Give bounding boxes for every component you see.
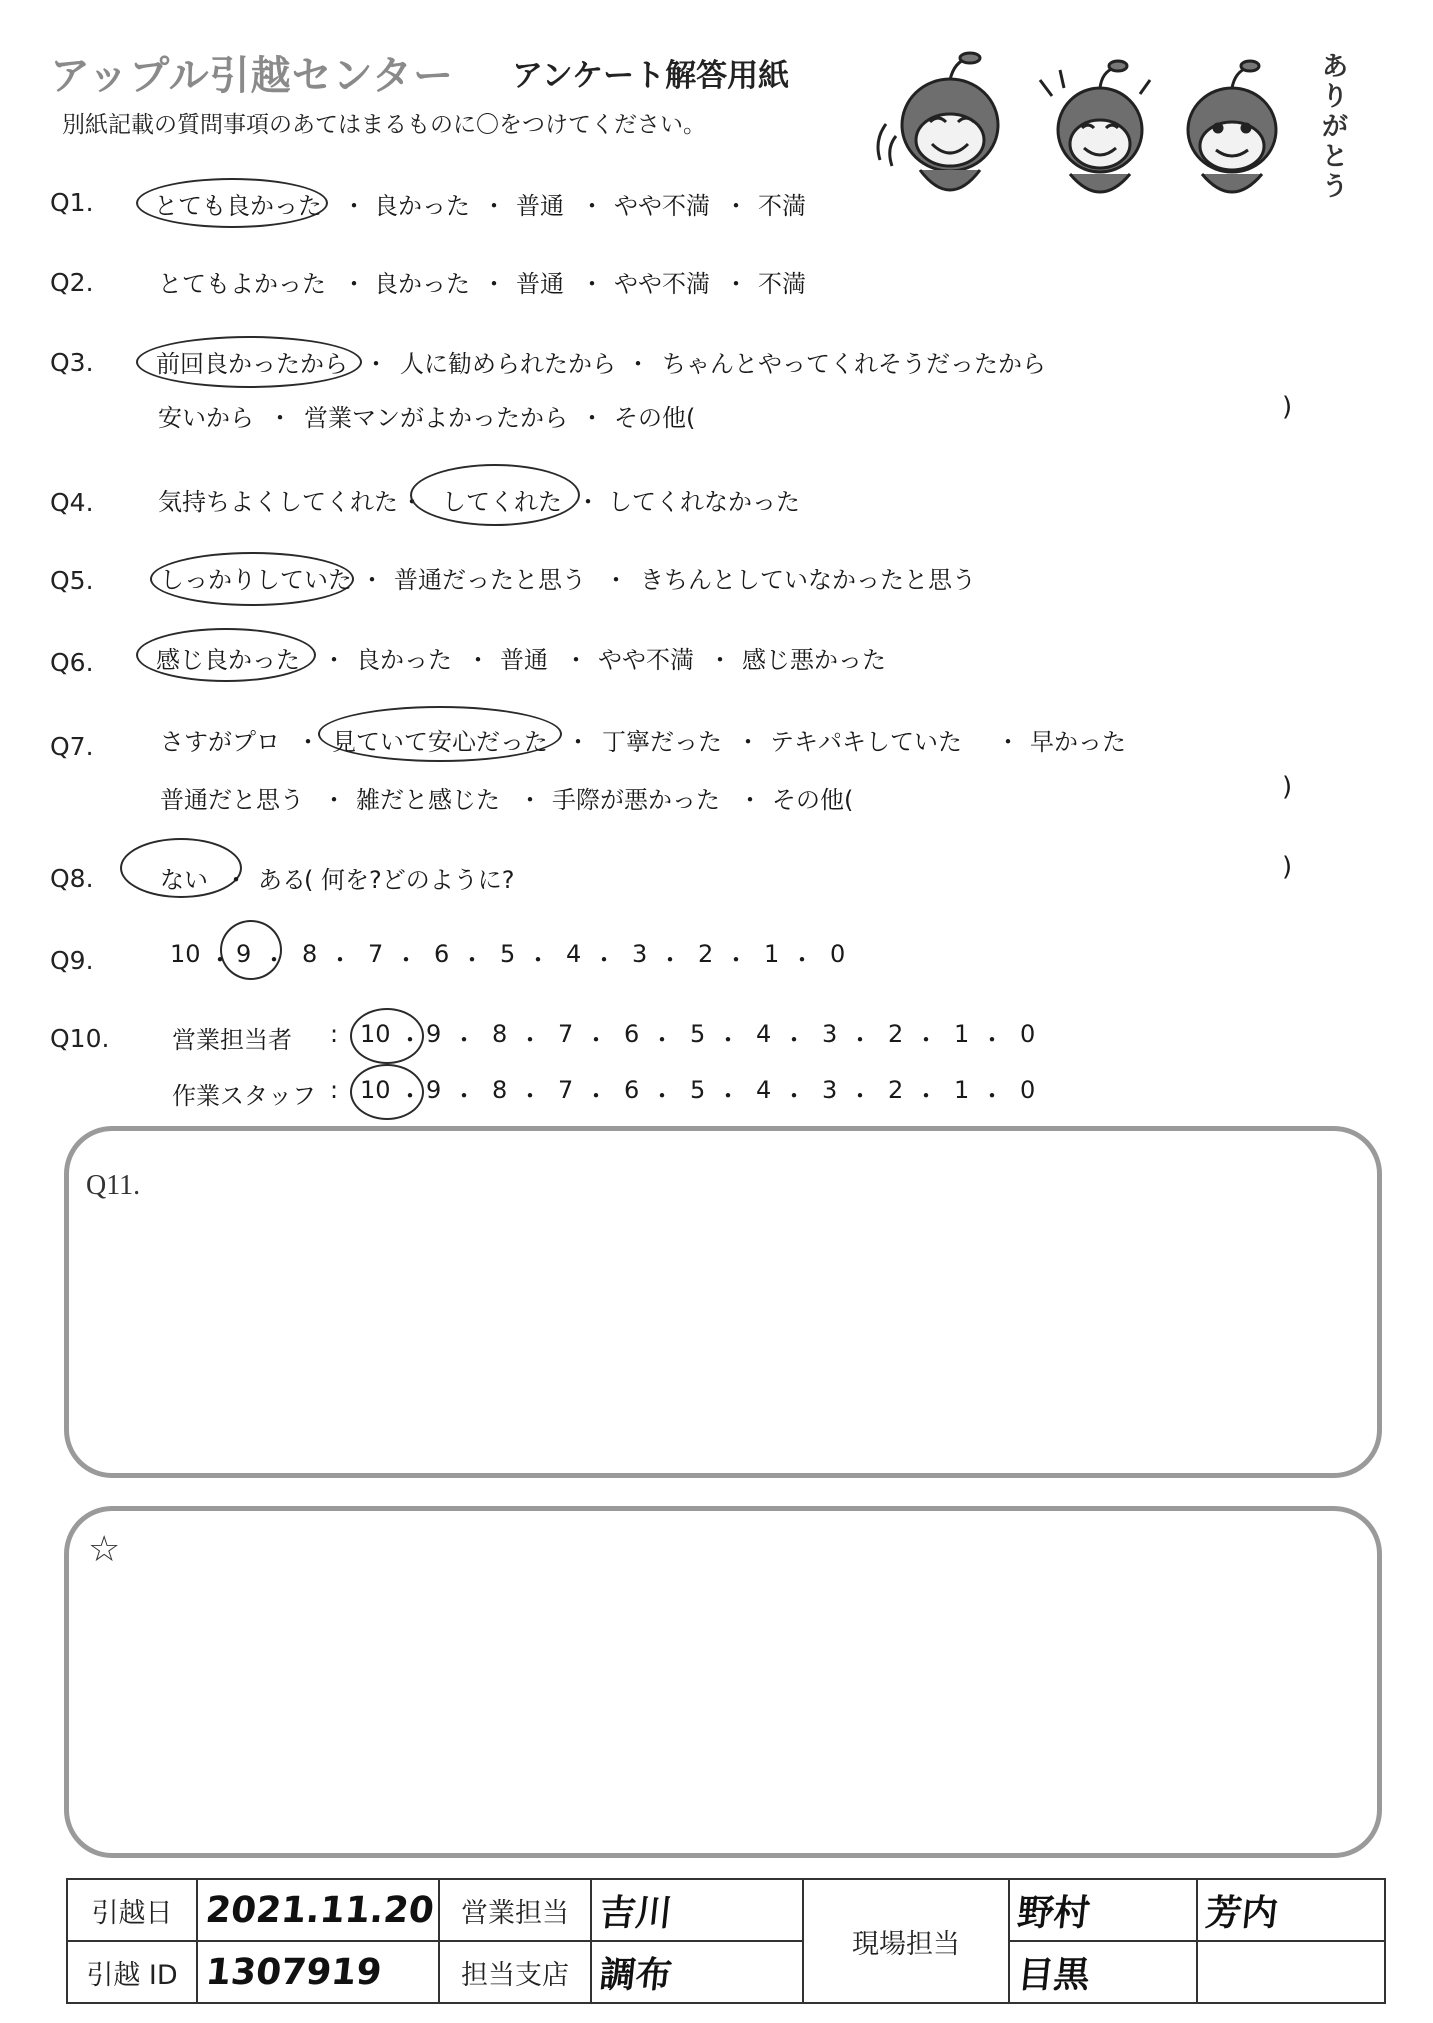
- q10-sales-separator-3: ・: [584, 1026, 608, 1054]
- move-id-label: 引越 ID: [67, 1941, 197, 2003]
- q2-option-3[interactable]: 普通: [516, 270, 564, 298]
- q10-staff-separator-8: ・: [914, 1082, 938, 1110]
- q10-sales-label: 営業担当者: [172, 1026, 292, 1054]
- q8-option-3[interactable]: ( 何を?どのように?: [304, 866, 515, 894]
- q10-staff-value-2[interactable]: 8: [492, 1076, 508, 1104]
- q4-option-2[interactable]: してくれた: [442, 488, 562, 516]
- q2-option-4[interactable]: やや不満: [614, 270, 710, 298]
- q10-staff-separator-0: ・: [398, 1082, 422, 1110]
- q1-option-5[interactable]: 不満: [758, 192, 806, 220]
- q3-option-2[interactable]: 人に勧められたから: [400, 350, 616, 378]
- q5-label: Q5.: [50, 566, 94, 595]
- q9-separator-1: ・: [262, 946, 286, 974]
- q3-option-4[interactable]: 安いから: [158, 404, 254, 432]
- q7-option-1[interactable]: さすがプロ: [160, 728, 280, 756]
- q10-sales-separator-0: ・: [398, 1026, 422, 1054]
- q10-sales-value-10[interactable]: 0: [1020, 1020, 1036, 1048]
- q6-option-4[interactable]: やや不満: [598, 646, 694, 674]
- q10-staff-value-8[interactable]: 2: [888, 1076, 904, 1104]
- sales-rep-label: 営業担当: [439, 1879, 591, 1941]
- q10-staff-separator-9: ・: [980, 1082, 1004, 1110]
- q10-staff-separator-7: ・: [848, 1082, 872, 1110]
- q9-value-9[interactable]: 1: [764, 940, 780, 968]
- q10-sales-value-7[interactable]: 3: [822, 1020, 838, 1048]
- q2-option-1[interactable]: とてもよかった: [158, 270, 326, 298]
- q10-sales-value-6[interactable]: 4: [756, 1020, 772, 1048]
- q10-staff-colon: :: [330, 1076, 339, 1104]
- q7-option-6[interactable]: 普通だと思う: [160, 786, 304, 814]
- q10-staff-label: 作業スタッフ: [172, 1082, 316, 1110]
- q9-value-0[interactable]: 10: [170, 940, 201, 968]
- sales-rep-value: [591, 1879, 803, 1941]
- q9-value-10[interactable]: 0: [830, 940, 846, 968]
- q10-sales-separator-5: ・: [716, 1026, 740, 1054]
- branch-value: [591, 1941, 803, 2003]
- q10-staff-value-3[interactable]: 7: [558, 1076, 574, 1104]
- q10-sales-value-2[interactable]: 8: [492, 1020, 508, 1048]
- move-id-value: [197, 1941, 439, 2003]
- q3-option-5[interactable]: 営業マンがよかったから: [304, 404, 568, 432]
- q10-sales-separator-4: ・: [650, 1026, 674, 1054]
- q10-sales-separator-6: ・: [782, 1026, 806, 1054]
- field-staff-1-cell: [1009, 1879, 1197, 1941]
- sales-rep-text: 吉川: [597, 1892, 674, 1934]
- q3-option-6[interactable]: その他(: [614, 404, 696, 432]
- q9-separator-6: ・: [592, 946, 616, 974]
- mascot-monkeys-illustration: [870, 40, 1350, 220]
- q10-staff-separator-6: ・: [782, 1082, 806, 1110]
- q1-option-4[interactable]: やや不満: [614, 192, 710, 220]
- q10-staff-value-5[interactable]: 5: [690, 1076, 706, 1104]
- q9-value-7[interactable]: 3: [632, 940, 648, 968]
- q10-staff-value-4[interactable]: 6: [624, 1076, 640, 1104]
- q6-option-2[interactable]: 良かった: [356, 646, 452, 674]
- q9-value-3[interactable]: 7: [368, 940, 384, 968]
- q6-option-3[interactable]: 普通: [500, 646, 548, 674]
- company-title: アップル引越センター: [50, 53, 454, 99]
- q5-option-2[interactable]: 普通だったと思う: [394, 566, 586, 594]
- q7-option-2[interactable]: 見ていて安心だった: [332, 728, 548, 756]
- q10-staff-value-7[interactable]: 3: [822, 1076, 838, 1104]
- q6-option-5[interactable]: 感じ悪かった: [742, 646, 886, 674]
- q7-option-9[interactable]: その他(: [772, 786, 854, 814]
- q6-label: Q6.: [50, 648, 94, 677]
- field-staff-4-cell: [1197, 1941, 1385, 2003]
- q3-option-3[interactable]: ちゃんとやってくれそうだったから: [662, 350, 1046, 378]
- q10-staff-separator-4: ・: [650, 1082, 674, 1110]
- q10-staff-value-10[interactable]: 0: [1020, 1076, 1036, 1104]
- q9-separator-3: ・: [394, 946, 418, 974]
- q9-separator-5: ・: [526, 946, 550, 974]
- instruction-text: 別紙記載の質問事項のあてはまるものに〇をつけてください。: [62, 112, 706, 138]
- move-date-label: 引越日: [67, 1879, 197, 1941]
- q10-sales-value-8[interactable]: 2: [888, 1020, 904, 1048]
- q9-separator-0: ・: [208, 946, 232, 974]
- q10-staff-value-1[interactable]: 9: [426, 1076, 442, 1104]
- q10-sales-separator-9: ・: [980, 1026, 1004, 1054]
- q9-separator-9: ・: [790, 946, 814, 974]
- star-label: ☆: [88, 1529, 121, 1569]
- q7-close-paren: ): [1282, 772, 1293, 802]
- monkey-2: [1040, 61, 1150, 192]
- field-staff-3-cell: [1009, 1941, 1197, 2003]
- q10-staff-value-9[interactable]: 1: [954, 1076, 970, 1104]
- q3-close-paren: ): [1282, 392, 1293, 422]
- field-staff-label: 現場担当: [803, 1879, 1009, 2003]
- q8-label: Q8.: [50, 864, 94, 893]
- q8-close-paren: ): [1282, 852, 1293, 882]
- q3-label: Q3.: [50, 348, 94, 377]
- q10-sales-separator-1: ・: [452, 1026, 476, 1054]
- q9-label: Q9.: [50, 946, 94, 975]
- q7-option-4[interactable]: テキパキしていた: [770, 728, 962, 756]
- q9-separator-4: ・: [460, 946, 484, 974]
- q9-value-1[interactable]: 9: [236, 940, 252, 968]
- q1-option-2[interactable]: 良かった: [374, 192, 470, 220]
- move-date-text: 2021.11.20: [203, 1889, 436, 1931]
- q10-staff-value-0[interactable]: 10: [360, 1076, 391, 1104]
- q10-staff-separator-2: ・: [518, 1082, 542, 1110]
- q3-option-1[interactable]: 前回良かったから: [156, 350, 348, 378]
- q10-staff-separator-3: ・: [584, 1082, 608, 1110]
- q2-label: Q2.: [50, 268, 94, 297]
- q4-option-1[interactable]: 気持ちよくしてくれた: [158, 488, 398, 516]
- field-staff-2: 芳内: [1203, 1892, 1280, 1934]
- monkey-1: [878, 53, 998, 190]
- q9-separator-7: ・: [658, 946, 682, 974]
- q10-sales-value-3[interactable]: 7: [558, 1020, 574, 1048]
- q7-label: Q7.: [50, 732, 94, 761]
- q6-option-1[interactable]: 感じ良かった: [156, 646, 300, 674]
- monkey-3: [1188, 61, 1276, 192]
- q10-staff-value-6[interactable]: 4: [756, 1076, 772, 1104]
- q2-option-5[interactable]: 不満: [758, 270, 806, 298]
- q9-separator-8: ・: [724, 946, 748, 974]
- field-staff-3: 目黒: [1015, 1954, 1092, 1996]
- q11-comment-box[interactable]: [64, 1126, 1382, 1478]
- q10-sales-value-4[interactable]: 6: [624, 1020, 640, 1048]
- q10-label: Q10.: [50, 1024, 110, 1053]
- field-staff-1: 野村: [1015, 1892, 1092, 1934]
- q10-sales-value-0[interactable]: 10: [360, 1020, 391, 1048]
- q8-option-2[interactable]: ある: [258, 866, 306, 894]
- branch-label: 担当支店: [439, 1941, 591, 2003]
- q4-option-3[interactable]: してくれなかった: [608, 488, 800, 516]
- q1-label: Q1.: [50, 188, 94, 217]
- q8-option-1[interactable]: ない: [160, 866, 208, 894]
- field-staff-2-cell: [1197, 1879, 1385, 1941]
- move-id-text: 1307919: [203, 1951, 384, 1993]
- q9-value-4[interactable]: 6: [434, 940, 450, 968]
- q9-separator-2: ・: [328, 946, 352, 974]
- q2-option-2[interactable]: 良かった: [374, 270, 470, 298]
- form-title: アンケート解答用紙: [512, 58, 790, 94]
- q5-option-3[interactable]: きちんとしていなかったと思う: [640, 566, 976, 594]
- move-date-value: [197, 1879, 439, 1941]
- mascot-thanks-text: ありがとう: [1322, 52, 1349, 202]
- q7-option-5[interactable]: 早かった: [1030, 728, 1126, 756]
- q7-option-7[interactable]: 雑だと感じた: [356, 786, 500, 814]
- q11-label: Q11.: [86, 1170, 141, 1201]
- q1-option-1[interactable]: とても良かった: [154, 192, 322, 220]
- q10-sales-value-9[interactable]: 1: [954, 1020, 970, 1048]
- footer-info-table: [66, 1878, 1386, 2004]
- q10-staff-separator-5: ・: [716, 1082, 740, 1110]
- q4-label: Q4.: [50, 488, 94, 517]
- q10-sales-value-1[interactable]: 9: [426, 1020, 442, 1048]
- q7-option-8[interactable]: 手際が悪かった: [552, 786, 720, 814]
- q5-option-1[interactable]: しっかりしていた: [160, 566, 352, 594]
- q7-option-3[interactable]: 丁寧だった: [602, 728, 722, 756]
- q10-sales-value-5[interactable]: 5: [690, 1020, 706, 1048]
- q9-value-2[interactable]: 8: [302, 940, 318, 968]
- q1-option-3[interactable]: 普通: [516, 192, 564, 220]
- q10-staff-separator-1: ・: [452, 1082, 476, 1110]
- q10-sales-separator-7: ・: [848, 1026, 872, 1054]
- q10-sales-colon: :: [330, 1020, 339, 1048]
- branch-text: 調布: [597, 1954, 674, 1996]
- q10-sales-separator-8: ・: [914, 1026, 938, 1054]
- q9-value-8[interactable]: 2: [698, 940, 714, 968]
- q9-value-6[interactable]: 4: [566, 940, 582, 968]
- q9-value-5[interactable]: 5: [500, 940, 516, 968]
- q10-sales-separator-2: ・: [518, 1026, 542, 1054]
- star-comment-box[interactable]: [64, 1506, 1382, 1858]
